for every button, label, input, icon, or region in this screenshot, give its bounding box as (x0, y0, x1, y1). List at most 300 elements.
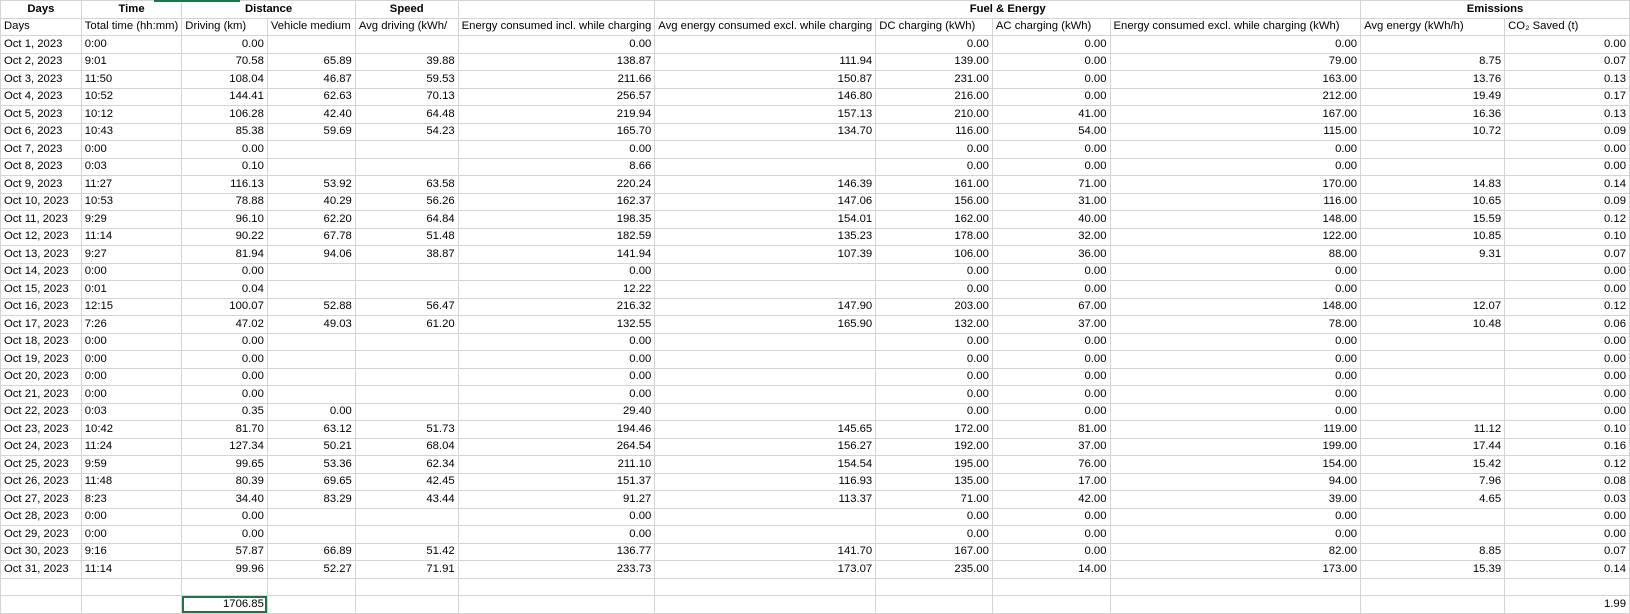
table-cell[interactable] (655, 351, 876, 369)
table-cell[interactable]: 173.07 (655, 561, 876, 579)
table-cell[interactable]: 0.00 (458, 351, 655, 369)
table-cell[interactable] (655, 578, 876, 596)
table-cell[interactable]: 61.20 (355, 316, 458, 334)
table-cell[interactable]: 49.03 (267, 316, 355, 334)
table-cell[interactable]: Oct 8, 2023 (1, 158, 82, 176)
table-cell[interactable]: 38.87 (355, 246, 458, 264)
table-cell[interactable] (1110, 596, 1361, 614)
table-cell[interactable]: 173.00 (1110, 561, 1361, 579)
table-cell[interactable]: 42.45 (355, 473, 458, 491)
table-cell[interactable]: 96.10 (182, 211, 268, 229)
table-cell[interactable]: Oct 25, 2023 (1, 456, 82, 474)
table-cell[interactable]: 172.00 (876, 421, 993, 439)
table-cell[interactable]: 51.42 (355, 543, 458, 561)
table-cell[interactable]: 0:00 (81, 36, 182, 54)
table-cell[interactable]: 0.16 (1505, 438, 1630, 456)
table-cell[interactable]: Oct 6, 2023 (1, 123, 82, 141)
table-cell[interactable] (1361, 526, 1505, 544)
table-cell[interactable]: 0.08 (1505, 473, 1630, 491)
table-cell[interactable]: 70.13 (355, 88, 458, 106)
table-cell[interactable]: 0.00 (876, 508, 993, 526)
table-cell[interactable] (355, 263, 458, 281)
table-cell[interactable] (992, 578, 1110, 596)
table-cell[interactable]: 59.53 (355, 71, 458, 89)
table-cell[interactable]: 52.88 (267, 298, 355, 316)
table-cell[interactable]: Oct 21, 2023 (1, 386, 82, 404)
table-cell[interactable]: 154.54 (655, 456, 876, 474)
table-cell[interactable]: 0.00 (992, 88, 1110, 106)
table-cell[interactable]: Oct 3, 2023 (1, 71, 82, 89)
table-cell[interactable]: 0.00 (458, 333, 655, 351)
table-cell[interactable]: 182.59 (458, 228, 655, 246)
table-cell[interactable]: 0.00 (876, 263, 993, 281)
column-header-cell[interactable]: DC charging (kWh) (876, 18, 993, 36)
table-cell[interactable]: 100.07 (182, 298, 268, 316)
table-cell[interactable]: 9:16 (81, 543, 182, 561)
table-cell[interactable]: 106.28 (182, 106, 268, 124)
table-cell[interactable]: 0.13 (1505, 71, 1630, 89)
table-cell[interactable] (1361, 368, 1505, 386)
table-cell[interactable]: Oct 16, 2023 (1, 298, 82, 316)
table-cell[interactable]: 0:00 (81, 526, 182, 544)
table-cell[interactable]: 54.23 (355, 123, 458, 141)
table-cell[interactable]: 40.00 (992, 211, 1110, 229)
table-cell[interactable]: 0.12 (1505, 211, 1630, 229)
table-cell[interactable] (355, 508, 458, 526)
table-cell[interactable]: 0.10 (1505, 228, 1630, 246)
table-cell[interactable]: 78.00 (1110, 316, 1361, 334)
table-cell[interactable]: 69.65 (267, 473, 355, 491)
table-cell[interactable]: 0.00 (992, 526, 1110, 544)
table-cell[interactable]: 11:14 (81, 561, 182, 579)
table-cell[interactable]: 11:14 (81, 228, 182, 246)
table-cell[interactable]: 0.00 (876, 158, 993, 176)
table-cell[interactable]: 65.89 (267, 53, 355, 71)
table-cell[interactable] (355, 403, 458, 421)
table-cell[interactable]: Oct 31, 2023 (1, 561, 82, 579)
table-cell[interactable]: Oct 22, 2023 (1, 403, 82, 421)
table-cell[interactable]: 194.46 (458, 421, 655, 439)
table-cell[interactable] (355, 368, 458, 386)
table-cell[interactable]: 0.00 (1505, 141, 1630, 159)
table-cell[interactable]: 212.00 (1110, 88, 1361, 106)
table-cell[interactable] (267, 596, 355, 614)
table-cell[interactable] (1361, 281, 1505, 299)
table-cell[interactable]: 0.00 (876, 351, 993, 369)
table-cell[interactable]: 0.00 (992, 368, 1110, 386)
table-cell[interactable]: 14.00 (992, 561, 1110, 579)
table-cell[interactable]: 64.84 (355, 211, 458, 229)
table-cell[interactable]: 216.00 (876, 88, 993, 106)
table-cell[interactable] (267, 368, 355, 386)
table-cell[interactable]: 0.00 (1505, 403, 1630, 421)
table-cell[interactable]: 17.00 (992, 473, 1110, 491)
table-cell[interactable]: 211.10 (458, 456, 655, 474)
table-cell[interactable]: 127.34 (182, 438, 268, 456)
table-cell[interactable]: 116.93 (655, 473, 876, 491)
table-cell[interactable]: Oct 2, 2023 (1, 53, 82, 71)
header-group-cell[interactable]: Distance (182, 1, 356, 19)
table-cell[interactable]: 0.00 (992, 263, 1110, 281)
table-cell[interactable] (355, 526, 458, 544)
table-cell[interactable]: 0.00 (182, 386, 268, 404)
column-header-cell[interactable]: Energy consumed excl. while charging (kWh) (1110, 18, 1361, 36)
table-cell[interactable]: 56.47 (355, 298, 458, 316)
table-cell[interactable]: 122.00 (1110, 228, 1361, 246)
table-cell[interactable]: 15.42 (1361, 456, 1505, 474)
table-cell[interactable]: 157.13 (655, 106, 876, 124)
table-cell[interactable]: 264.54 (458, 438, 655, 456)
table-cell[interactable]: 83.29 (267, 491, 355, 509)
table-cell[interactable] (1361, 158, 1505, 176)
table-cell[interactable] (1361, 36, 1505, 54)
table-cell[interactable]: 0.04 (182, 281, 268, 299)
table-cell[interactable]: 195.00 (876, 456, 993, 474)
table-cell[interactable]: 139.00 (876, 53, 993, 71)
table-cell[interactable]: 54.00 (992, 123, 1110, 141)
table-cell[interactable]: 178.00 (876, 228, 993, 246)
table-cell[interactable] (267, 351, 355, 369)
table-cell[interactable]: 9:29 (81, 211, 182, 229)
table-cell[interactable]: 0.00 (1505, 281, 1630, 299)
table-cell[interactable]: 132.55 (458, 316, 655, 334)
table-cell[interactable]: 165.90 (655, 316, 876, 334)
table-cell[interactable]: 0.00 (1110, 263, 1361, 281)
table-cell[interactable]: 0.00 (182, 36, 268, 54)
table-cell[interactable]: 71.00 (876, 491, 993, 509)
table-cell[interactable] (267, 281, 355, 299)
table-cell[interactable] (267, 333, 355, 351)
table-cell[interactable]: Oct 28, 2023 (1, 508, 82, 526)
table-cell[interactable]: 0.00 (1110, 508, 1361, 526)
table-cell[interactable]: 10:42 (81, 421, 182, 439)
table-cell[interactable]: 0:03 (81, 403, 182, 421)
table-cell[interactable]: 0.00 (876, 333, 993, 351)
table-cell[interactable]: 162.00 (876, 211, 993, 229)
table-cell[interactable]: 39.00 (1110, 491, 1361, 509)
table-cell[interactable]: 0.00 (182, 368, 268, 386)
table-cell[interactable] (267, 578, 355, 596)
table-cell[interactable]: 66.89 (267, 543, 355, 561)
table-cell[interactable] (655, 141, 876, 159)
table-cell[interactable] (267, 263, 355, 281)
table-cell[interactable]: 0.00 (458, 141, 655, 159)
table-cell[interactable]: 0.10 (182, 158, 268, 176)
table-cell[interactable]: 116.13 (182, 176, 268, 194)
table-cell[interactable]: Oct 23, 2023 (1, 421, 82, 439)
table-cell[interactable]: 235.00 (876, 561, 993, 579)
table-cell[interactable] (81, 578, 182, 596)
table-cell[interactable]: Oct 17, 2023 (1, 316, 82, 334)
column-header-cell[interactable]: Days (1, 18, 82, 36)
table-cell[interactable]: 170.00 (1110, 176, 1361, 194)
table-cell[interactable]: 34.40 (182, 491, 268, 509)
table-cell[interactable]: 0.00 (992, 403, 1110, 421)
table-cell[interactable]: Oct 1, 2023 (1, 36, 82, 54)
table-cell[interactable] (355, 36, 458, 54)
table-cell[interactable]: 11:48 (81, 473, 182, 491)
table-cell[interactable]: 0.00 (1110, 333, 1361, 351)
table-cell[interactable] (655, 596, 876, 614)
header-group-cell[interactable] (458, 1, 655, 19)
table-cell[interactable]: 42.40 (267, 106, 355, 124)
table-cell[interactable]: 138.87 (458, 53, 655, 71)
table-cell[interactable]: 0.00 (992, 508, 1110, 526)
table-cell[interactable]: 11:27 (81, 176, 182, 194)
table-cell[interactable]: 0:01 (81, 281, 182, 299)
header-group-cell[interactable]: Speed (355, 1, 458, 19)
table-cell[interactable] (1361, 403, 1505, 421)
table-cell[interactable]: 150.87 (655, 71, 876, 89)
header-group-cell[interactable]: Time (81, 1, 182, 19)
table-cell[interactable]: 39.88 (355, 53, 458, 71)
table-cell[interactable] (458, 578, 655, 596)
table-cell[interactable]: 11:24 (81, 438, 182, 456)
table-cell[interactable]: 113.37 (655, 491, 876, 509)
table-cell[interactable]: 67.78 (267, 228, 355, 246)
table-cell[interactable]: 81.94 (182, 246, 268, 264)
column-header-cell[interactable]: Avg energy consumed excl. while charging (655, 18, 876, 36)
table-cell[interactable]: 0:03 (81, 158, 182, 176)
table-cell[interactable]: 0.00 (458, 368, 655, 386)
table-cell[interactable]: 0:00 (81, 351, 182, 369)
table-cell[interactable]: 0.00 (1505, 333, 1630, 351)
table-cell[interactable] (355, 281, 458, 299)
table-cell[interactable]: 56.26 (355, 193, 458, 211)
table-cell[interactable]: Oct 26, 2023 (1, 473, 82, 491)
table-cell[interactable]: 10:53 (81, 193, 182, 211)
table-cell[interactable] (655, 281, 876, 299)
table-cell[interactable]: 46.87 (267, 71, 355, 89)
table-cell[interactable]: 0:00 (81, 386, 182, 404)
table-cell[interactable]: 8.85 (1361, 543, 1505, 561)
table-cell[interactable] (355, 333, 458, 351)
table-cell[interactable]: 256.57 (458, 88, 655, 106)
table-cell[interactable]: 0.00 (1110, 403, 1361, 421)
header-group-cell[interactable]: Fuel & Energy (655, 1, 1361, 19)
table-cell[interactable]: 76.00 (992, 456, 1110, 474)
table-cell[interactable] (267, 386, 355, 404)
table-cell[interactable]: 0.00 (992, 281, 1110, 299)
table-cell[interactable]: 0.00 (1110, 386, 1361, 404)
table-cell[interactable] (1361, 578, 1505, 596)
table-cell[interactable]: 43.44 (355, 491, 458, 509)
column-header-cell[interactable]: Avg driving (kWh/ (355, 18, 458, 36)
table-cell[interactable] (655, 158, 876, 176)
table-cell[interactable]: 151.37 (458, 473, 655, 491)
table-cell[interactable]: 0.00 (992, 36, 1110, 54)
table-cell[interactable]: 9.31 (1361, 246, 1505, 264)
table-cell[interactable]: 81.70 (182, 421, 268, 439)
table-cell[interactable]: 210.00 (876, 106, 993, 124)
table-cell[interactable]: 115.00 (1110, 123, 1361, 141)
table-cell[interactable]: 9:59 (81, 456, 182, 474)
table-cell[interactable]: 0.00 (1505, 36, 1630, 54)
table-cell[interactable]: 147.90 (655, 298, 876, 316)
table-cell[interactable]: 0.06 (1505, 316, 1630, 334)
table-cell[interactable]: 0.09 (1505, 193, 1630, 211)
table-cell[interactable]: 7:26 (81, 316, 182, 334)
table-cell[interactable]: 91.27 (458, 491, 655, 509)
table-cell[interactable]: 41.00 (992, 106, 1110, 124)
column-header-cell[interactable]: Driving (km) (182, 18, 268, 36)
table-cell[interactable]: 10:43 (81, 123, 182, 141)
table-cell[interactable]: Oct 10, 2023 (1, 193, 82, 211)
table-cell[interactable] (355, 158, 458, 176)
table-cell[interactable]: 0.00 (992, 71, 1110, 89)
table-cell[interactable]: 0.00 (876, 141, 993, 159)
table-cell[interactable]: 0.00 (458, 508, 655, 526)
table-cell[interactable] (355, 386, 458, 404)
table-cell[interactable]: Oct 30, 2023 (1, 543, 82, 561)
table-cell[interactable]: 53.36 (267, 456, 355, 474)
table-cell[interactable] (1361, 351, 1505, 369)
table-cell[interactable] (655, 526, 876, 544)
table-cell[interactable] (355, 578, 458, 596)
table-cell[interactable]: 141.70 (655, 543, 876, 561)
table-cell[interactable]: 0.35 (182, 403, 268, 421)
table-cell[interactable]: 9:27 (81, 246, 182, 264)
table-cell[interactable]: 0:00 (81, 141, 182, 159)
table-cell[interactable]: 106.00 (876, 246, 993, 264)
table-cell[interactable]: 198.35 (458, 211, 655, 229)
table-cell[interactable]: 0.00 (182, 141, 268, 159)
table-cell[interactable]: 0:00 (81, 333, 182, 351)
table-cell[interactable]: 51.73 (355, 421, 458, 439)
table-cell[interactable]: Oct 14, 2023 (1, 263, 82, 281)
table-cell[interactable]: 0.07 (1505, 53, 1630, 71)
table-cell[interactable]: 203.00 (876, 298, 993, 316)
column-header-cell[interactable]: Total time (hh:mm) (81, 18, 182, 36)
table-cell[interactable]: 37.00 (992, 438, 1110, 456)
table-cell[interactable]: 15.59 (1361, 211, 1505, 229)
table-cell[interactable]: 0.00 (876, 368, 993, 386)
table-cell[interactable]: 8.66 (458, 158, 655, 176)
table-cell[interactable]: 145.65 (655, 421, 876, 439)
table-cell[interactable] (655, 386, 876, 404)
table-cell[interactable]: 0.00 (992, 351, 1110, 369)
table-cell[interactable]: 0.00 (182, 351, 268, 369)
table-cell[interactable]: 119.00 (1110, 421, 1361, 439)
table-cell[interactable]: Oct 9, 2023 (1, 176, 82, 194)
table-cell[interactable]: 12.22 (458, 281, 655, 299)
table-cell[interactable] (655, 263, 876, 281)
table-cell[interactable]: 154.00 (1110, 456, 1361, 474)
table-cell[interactable]: 67.00 (992, 298, 1110, 316)
total-co2-saved-cell[interactable]: 1.99 (1505, 596, 1630, 614)
table-cell[interactable]: 167.00 (1110, 106, 1361, 124)
table-cell[interactable] (267, 526, 355, 544)
table-cell[interactable] (81, 596, 182, 614)
table-cell[interactable]: 31.00 (992, 193, 1110, 211)
table-cell[interactable]: 0.13 (1505, 106, 1630, 124)
table-cell[interactable]: 10.48 (1361, 316, 1505, 334)
table-cell[interactable]: 162.37 (458, 193, 655, 211)
table-cell[interactable]: 62.20 (267, 211, 355, 229)
table-cell[interactable] (458, 596, 655, 614)
table-cell[interactable]: 0.00 (267, 403, 355, 421)
table-cell[interactable]: 136.77 (458, 543, 655, 561)
table-cell[interactable]: 0.00 (182, 508, 268, 526)
table-cell[interactable]: 10:52 (81, 88, 182, 106)
table-cell[interactable] (1361, 386, 1505, 404)
table-cell[interactable]: 165.70 (458, 123, 655, 141)
table-cell[interactable]: 13.76 (1361, 71, 1505, 89)
table-cell[interactable]: 0.14 (1505, 176, 1630, 194)
total-driving-km-cell[interactable]: 1706.85 (182, 596, 268, 614)
table-cell[interactable]: 0.00 (992, 141, 1110, 159)
table-cell[interactable]: 216.32 (458, 298, 655, 316)
table-cell[interactable]: 19.49 (1361, 88, 1505, 106)
table-cell[interactable]: 51.48 (355, 228, 458, 246)
table-cell[interactable]: 79.00 (1110, 53, 1361, 71)
table-cell[interactable]: 0.00 (1110, 158, 1361, 176)
table-cell[interactable]: 0.10 (1505, 421, 1630, 439)
table-cell[interactable] (267, 141, 355, 159)
table-cell[interactable]: 29.40 (458, 403, 655, 421)
table-cell[interactable]: 0.09 (1505, 123, 1630, 141)
table-cell[interactable]: 0.03 (1505, 491, 1630, 509)
column-header-cell[interactable]: Energy consumed incl. while charging (458, 18, 655, 36)
table-cell[interactable]: 0.00 (992, 53, 1110, 71)
table-cell[interactable]: Oct 5, 2023 (1, 106, 82, 124)
table-cell[interactable]: 154.01 (655, 211, 876, 229)
table-cell[interactable]: 0.00 (182, 333, 268, 351)
table-cell[interactable]: 10.85 (1361, 228, 1505, 246)
table-cell[interactable]: 37.00 (992, 316, 1110, 334)
table-cell[interactable]: 161.00 (876, 176, 993, 194)
column-header-cell[interactable]: AC charging (kWh) (992, 18, 1110, 36)
table-cell[interactable]: 146.39 (655, 176, 876, 194)
table-cell[interactable]: 62.34 (355, 456, 458, 474)
table-cell[interactable]: 0.12 (1505, 456, 1630, 474)
table-cell[interactable]: Oct 20, 2023 (1, 368, 82, 386)
table-cell[interactable]: 147.06 (655, 193, 876, 211)
table-cell[interactable]: 134.70 (655, 123, 876, 141)
table-cell[interactable]: 116.00 (1110, 193, 1361, 211)
table-cell[interactable]: 108.04 (182, 71, 268, 89)
table-cell[interactable]: 71.91 (355, 561, 458, 579)
table-cell[interactable]: 0.00 (876, 403, 993, 421)
table-cell[interactable]: 40.29 (267, 193, 355, 211)
table-cell[interactable]: 0.00 (1110, 526, 1361, 544)
table-cell[interactable] (655, 403, 876, 421)
table-cell[interactable]: Oct 15, 2023 (1, 281, 82, 299)
table-cell[interactable]: 0.00 (1505, 508, 1630, 526)
table-cell[interactable]: 85.38 (182, 123, 268, 141)
table-cell[interactable]: Oct 11, 2023 (1, 211, 82, 229)
table-cell[interactable]: 0.00 (992, 333, 1110, 351)
table-cell[interactable]: 148.00 (1110, 211, 1361, 229)
table-cell[interactable]: 90.22 (182, 228, 268, 246)
table-cell[interactable]: 59.69 (267, 123, 355, 141)
table-cell[interactable]: 0.00 (1505, 351, 1630, 369)
table-cell[interactable]: 0.00 (458, 263, 655, 281)
table-cell[interactable]: 111.94 (655, 53, 876, 71)
table-cell[interactable]: 47.02 (182, 316, 268, 334)
table-cell[interactable]: 78.88 (182, 193, 268, 211)
table-cell[interactable] (992, 596, 1110, 614)
column-header-cell[interactable]: CO₂ Saved (t) (1505, 18, 1630, 36)
table-cell[interactable] (267, 508, 355, 526)
table-cell[interactable]: 63.58 (355, 176, 458, 194)
table-cell[interactable]: 233.73 (458, 561, 655, 579)
table-cell[interactable]: 192.00 (876, 438, 993, 456)
table-cell[interactable]: Oct 24, 2023 (1, 438, 82, 456)
table-cell[interactable]: 220.24 (458, 176, 655, 194)
table-cell[interactable]: 0.00 (876, 386, 993, 404)
table-cell[interactable]: 0.00 (992, 158, 1110, 176)
